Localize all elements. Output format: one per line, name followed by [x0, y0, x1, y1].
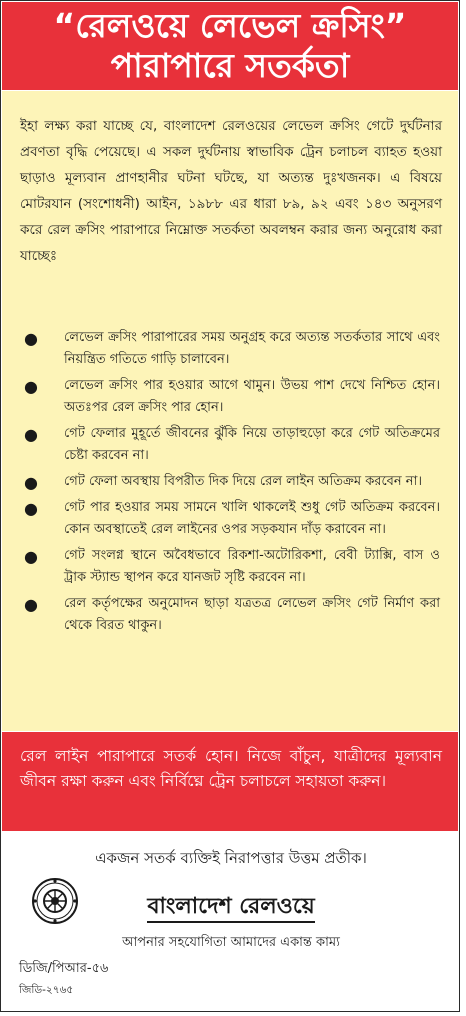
- bullet-icon: ●: [24, 499, 38, 518]
- list-item: [2, 327, 458, 371]
- list-item-text: গেট ফেলা অবস্থায় বিপরীত দিক দিয়ে রেল লাইন অতিক্রম করবেন না।: [64, 474, 422, 489]
- appeal-banner: [2, 732, 458, 831]
- bullet-icon: ●: [24, 473, 38, 492]
- intro-paragraph: ইহা লক্ষ্য করা যাচ্ছে যে, বাংলাদেশ রেলওয়ের লেভেল ক্রসিং গেটে দুর্ঘটনার প্রবণতা বৃদ্ধি পেয়েছে। এ সকল দুর্ঘটনায় স্বাভাবিক ট্রেন চলাচল ব্যাহত হওয়া ছাড়াও মূল্যবান প্রাণহানীর ঘটনা ঘটছে, যা অত্যন্ত দুঃখজনক। এ বিষয়ে মোটরযান (সংশোধনী) আইন, ১৯৮৮ এর ধারা ৮৯, ৯২ এবং ১৪৩ অনুসরণ করে রেল ক্রসিং পারাপারে নিম্নোক্ত সতর্কতা অবলম্বন করার জন্য অনুরোধ করা যাচ্ছেঃ: [20, 118, 442, 264]
- list-item-text: গেট ফেলার মুহূর্তে জীবনের ঝুঁকি নিয়ে তাড়াহুড়ো করে গেট অতিক্রমের চেষ্টা করবেন না।: [64, 426, 440, 463]
- organization-name-text: বাংলাদেশ রেলওয়ে: [147, 894, 314, 923]
- notice-body: [2, 91, 458, 731]
- precaution-list: [2, 327, 458, 641]
- bullet-icon: ●: [24, 377, 38, 396]
- list-item-text: রেল কর্তৃপক্ষের অনুমোদন ছাড়া যত্রতত্র লেভেল ক্রসিং গেট নির্মাণ করা থেকে বিরত থাকুন।: [64, 596, 440, 633]
- list-item-text: গেট পার হওয়ার সময় সামনে খালি থাকলেই শুধু গেট অতিক্রম করবেন। কোন অবস্থাতেই রেল লাইনের ওপর সড়কযান দাঁড় করাবেন না।: [64, 500, 440, 537]
- list-item: [2, 471, 458, 493]
- organization-name: [1, 889, 461, 926]
- list-item-text: লেভেল ক্রসিং পারাপারের সময় অনুগ্রহ করে অত্যন্ত সতর্কতার সাথে এবং নিয়ন্ত্রিত গতিতে গাড়ি চালাবেন।: [64, 330, 440, 367]
- header-title-line2: পারাপারে সতর্কতা: [110, 46, 350, 85]
- reference-code-gd: জিডি-২৭৬৫: [19, 984, 74, 996]
- bullet-icon: ●: [24, 547, 38, 566]
- list-item-text: লেভেল ক্রসিং পার হওয়ার আগে থামুন। উভয় পাশ দেখে নিশ্চিত হোন। অতঃপর রেল ক্রসিং পার হোন।: [64, 378, 440, 415]
- list-item: [2, 593, 458, 637]
- list-item: [2, 375, 458, 419]
- list-item: [2, 423, 458, 467]
- list-item: [2, 545, 458, 589]
- bullet-icon: ●: [24, 425, 38, 444]
- bullet-icon: ●: [24, 595, 38, 614]
- list-item-text: গেট সংলগ্ন স্থানে অবৈধভাবে রিকশা-অটোরিকশা, বেবী ট্যাক্সি, বাস ও ট্রাক স্ট্যান্ড স্থাপন করে যানজট সৃষ্টি করবেন না।: [64, 548, 440, 585]
- notice-header: [2, 2, 458, 90]
- list-item: [2, 497, 458, 541]
- motto-text: একজন সতর্ক ব্যক্তিই নিরাপত্তার উত্তম প্রতীক।: [95, 849, 367, 867]
- bullet-icon: ●: [24, 329, 38, 348]
- appeal-text: রেল লাইন পারাপারে সতর্ক হোন। নিজে বাঁচুন, যাত্রীদের মূল্যবান জীবন রক্ষা করুন এবং নির্বিঘ্নে ট্রেন চলাচলে সহায়তা করুন।: [20, 747, 442, 790]
- tagline: আপনার সহযোগিতা আমাদের একান্ত কাম্য: [122, 935, 340, 950]
- header-title-line1: “রেলওয়ে লেভেল ক্রসিং”: [53, 6, 407, 45]
- reference-code-dg: ডিজি/পিআর-৫৬: [19, 961, 109, 976]
